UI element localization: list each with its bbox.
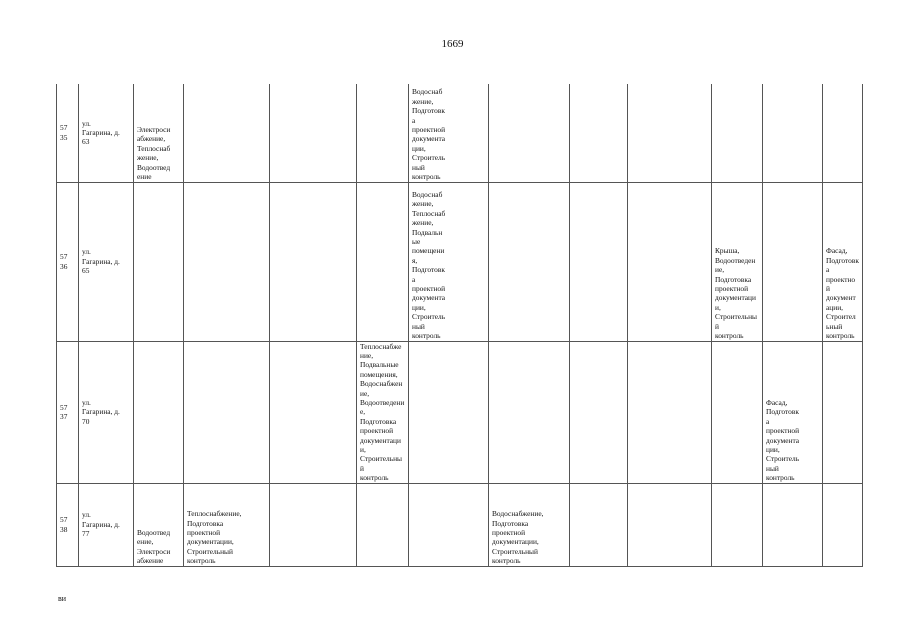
work-cell: Теплоснабжение, Подготовка проектной документации, Строительный контроль (184, 483, 270, 566)
work-cell (570, 483, 628, 566)
work-cell (184, 341, 270, 483)
work-cell (409, 483, 489, 566)
repair-schedule-table (56, 84, 863, 567)
work-cell (628, 84, 712, 182)
row-number-cell: 57 36 (57, 182, 79, 341)
work-cell (270, 341, 357, 483)
table-row (57, 84, 863, 182)
work-cell: Фасад, Подготовк а проектной документа ции, Строитель ный контроль (763, 341, 823, 483)
address-cell: ул. Гагарина, д. 63 (79, 84, 134, 182)
address-cell: ул. Гагарина, д. 77 (79, 483, 134, 566)
work-cell (570, 84, 628, 182)
work-cell (357, 84, 409, 182)
footer-mark: ви (58, 594, 67, 603)
work-cell (823, 483, 863, 566)
work-cell (357, 182, 409, 341)
work-cell (570, 341, 628, 483)
work-cell: Водоснаб жение, Подготовк а проектной документа ции, Строитель ный контроль (409, 84, 489, 182)
work-cell (134, 341, 184, 483)
work-cell (184, 84, 270, 182)
address-cell: ул. Гагарина, д. 65 (79, 182, 134, 341)
work-cell (628, 341, 712, 483)
work-cell (409, 341, 489, 483)
work-cell (184, 182, 270, 341)
table-row (57, 483, 863, 566)
work-cell: Водоотвед ение, Электроси абжение (134, 483, 184, 566)
work-cell (489, 341, 570, 483)
address-cell: ул. Гагарина, д. 70 (79, 341, 134, 483)
work-cell: Крыша, Водоотведение, Подготовка проектной документации, Строительный контроль (712, 182, 763, 341)
table-row (57, 182, 863, 341)
table-row (57, 341, 863, 483)
work-cell (763, 182, 823, 341)
work-cell (570, 182, 628, 341)
row-number-cell: 57 35 (57, 84, 79, 182)
work-cell (134, 182, 184, 341)
work-cell (270, 483, 357, 566)
work-cell (712, 84, 763, 182)
work-cell: Водоснаб жение, Теплоснаб жение, Подвальн ые помещени я, Подготовк а проектной документа ции, Строитель ный контроль (409, 182, 489, 341)
work-cell (712, 341, 763, 483)
work-cell: Фасад, Подготовка проектной документации, Строительный контроль (823, 182, 863, 341)
work-cell (357, 483, 409, 566)
work-cell: Теплоснабжение, Подвальные помещения, Водоснабжение, Водоотведение, Подготовка проектной документации, Строительный контроль (357, 341, 409, 483)
work-cell (628, 182, 712, 341)
work-cell (489, 84, 570, 182)
work-cell: Электроси абжение, Теплоснаб жение, Водоотвед ение (134, 84, 184, 182)
work-cell (823, 341, 863, 483)
work-cell (628, 483, 712, 566)
work-cell (763, 84, 823, 182)
work-cell (270, 84, 357, 182)
work-cell: Водоснабжение, Подготовка проектной документации, Строительный контроль (489, 483, 570, 566)
work-cell (270, 182, 357, 341)
work-cell (823, 84, 863, 182)
page-number: 1669 (441, 38, 464, 50)
work-cell (763, 483, 823, 566)
work-cell (712, 483, 763, 566)
work-cell (489, 182, 570, 341)
row-number-cell: 57 38 (57, 483, 79, 566)
row-number-cell: 57 37 (57, 341, 79, 483)
